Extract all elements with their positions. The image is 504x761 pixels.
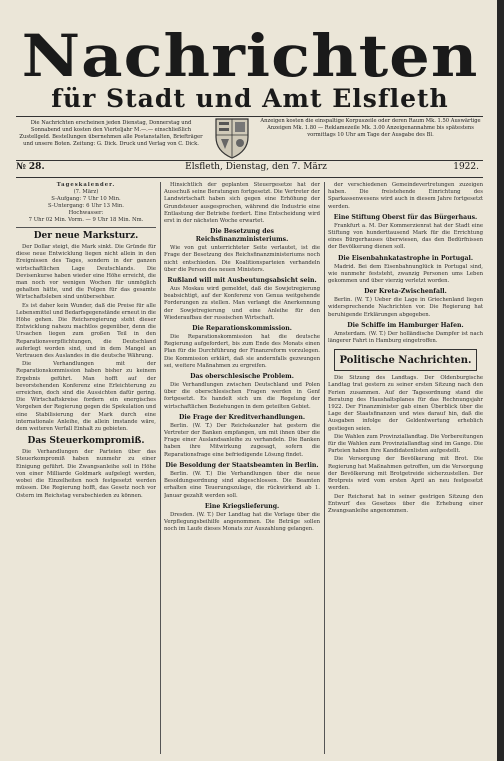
masthead-subtitle: für Stadt und Amt Elsfleth (51, 84, 449, 113)
high-water-times: 7 Uhr 02 Min. Vorm. — 9 Uhr 18 Min. Nm. (28, 217, 144, 223)
article-paragraph: Der Dollar steigt, die Mark sinkt. Die Gründe für diese neue Entwicklung liegen nicht allein in den Ereignissen des Tages, sondern in der ganzen wirtschaftlichen Lage Deutschlands. Die Devisenkurse haben wieder eine Höhe erreicht, die man noch vor wenigen Wochen für unmöglich gehalten hätte, und die Folgen für das gesamte Wirtschaftsleben sind unübersehbar. (16, 244, 156, 301)
article-paragraph: Aus Moskau wird gemeldet, daß die Sowjetregierung beabsichtigt, auf der Konferenz von Genua weitgehende Forderungen zu stellen. Man verlangt die Anerkennung der Sowjetregierung und eine Anleihe für den Wiederaufbau der russischen Wirtschaft. (164, 286, 320, 321)
column-1 (16, 182, 156, 757)
article-paragraph: der verschiedenen Gemeindevertretungen zuzeigen haben. Die freistehende Einrichtung des Sparkassenwesens wird auch in diesem Jahre fortgesetzt werden. (328, 182, 483, 210)
article-paragraph: Die Verhandlungen zwischen Deutschland und Polen über die oberschlesischen Fragen werden in Genf fortgesetzt. Es handelt sich um die Regelung der wirtschaftlichen Beziehungen in dem geteilten Gebiet. (164, 382, 320, 410)
article-headline: Der neue Marksturz. (33, 231, 139, 241)
issue-rule-top (16, 160, 483, 161)
scan-edge (497, 0, 504, 761)
article-headline: Eine Kriegslieferung. (204, 502, 280, 510)
article-paragraph: Dresden. (W. T.) Der Landtag hat die Vorlage über die Verpflegungsbeihilfe angenommen. Die Beträge sollen noch im Laufe dieses Monats zur Auszahlung gelangen. (164, 511, 320, 533)
article-paragraph: Amsterdam. (W. T.) Der holländische Dampfer ist nach längerer Fahrt in Hamburg eingetroffen. (328, 330, 483, 345)
article-paragraph: Hinsichtlich der geplanten Steuergesetze hat der Ausschuß seine Beratungen fortgesetzt. Die Vertreter der Landwirtschaft haben sich gegen eine Erhöhung der Grundsteuer ausgesprochen, während die Industrie eine Entlastung der Betriebe fordert. Eine Entscheidung wird erst in der nächsten Woche erwartet. (164, 182, 320, 225)
article-paragraph: Die Verhandlungen der Parteien über das Steuerkompromiß haben nunmehr zu einer Einigung geführt. Die Zwangsanleihe soll in Höhe von einer Milliarde Goldmark aufgelegt werden, wobei die Einzelheiten noch festgesetzt werden müssen. Die Regierung hofft, das Gesetz noch vor Ostern im Reichstag verabschieden zu können. (16, 449, 156, 499)
article-paragraph: Frankfurt a. M. Der Kommerzienrat hat der Stadt eine Stiftung von hunderttausend Mark für die Errichtung eines Bürgerhauses überwiesen, das den Bedürfnissen der Bevölkerung dienen soll. (328, 222, 483, 251)
article-headline: Das oberschlesische Problem. (190, 373, 294, 381)
masthead-title: Nachrichten (21, 22, 479, 91)
subscription-info: Die Nachrichten erscheinen jeden Dienstag, Donnerstag und Sonnabend und kosten den Vierteljahr M.—.— einschließlich Zustellgeld. Bestellungen übernehmen alle Postanstalten, Briefträger und unsere Boten. Zeitung: G. Dick. Druck und Verlag von C. Dick. (19, 120, 203, 147)
day-calendar (16, 182, 156, 228)
article-headline: Eine Stiftung Oberst für das Bürgerhaus. (333, 213, 478, 221)
section-box (334, 349, 477, 371)
article-headline: Die Schiffe im Hamburger Hafen. (347, 321, 464, 329)
article-paragraph: Die Wahlen zum Provinziallandtag. Die Vorbereitungen für die Wahlen zum Provinziallandtag sind im Gange. Die Parteien haben ihre Kandidatenlisten aufgestellt. (328, 433, 483, 455)
article-headline: Die Besoldung der Staatsbeamten in Berlin. (165, 461, 319, 469)
article-paragraph: Es ist daher kein Wunder, daß die Preise für alle Lebensmittel und Bedarfsgegenstände erneut in die Höhe gehen. Die Reichsregierung steht dieser Entwicklung nahezu machtlos gegenüber, denn die Ursachen liegen zum großen Teil in den Reparationsverpflichtungen, die Deutschland auferlegt worden sind, und in dem Mangel an Vertrauen des Auslandes in die deutsche Währung. (16, 302, 156, 360)
column-divider (160, 182, 161, 754)
article-headline: Die Reparationskommission. (192, 325, 292, 333)
article-paragraph: Wie von gut unterrichteter Seite verlautet, ist die Frage der Besetzung des Reichsfinanzministeriums noch nicht entschieden. Die Koalitionsparteien verhandeln über die Person des neuen Ministers. (164, 245, 320, 273)
article-headline: Die Frage der Kreditverhandlungen. (179, 413, 305, 421)
issue-date: Elsfleth, Dienstag, den 7. März (185, 162, 327, 172)
article-paragraph: Die Verhandlungen mit der Reparationskommission haben bisher zu keinem Ergebnis geführt. Man hofft auf der bevorstehenden Konferenz eine Erleichterung zu erreichen, doch sind die Aussichten dafür gering. Die Wirtschaftskreise fordern ein energisches Vorgehen der Regierung gegen die Spekulation und eine Stabilisierung der Mark durch eine internationale Anleihe, die allein imstande wäre, dem weiteren Verfall Einhalt zu gebieten. (16, 361, 156, 433)
calendar-date: (7. März) (73, 189, 99, 195)
article-paragraph: Die Reparationskommission hat die deutsche Regierung aufgefordert, bis zum Ende des Monats einen Plan für die Durchführung der Finanzreform vorzulegen. Die Kommission erklärt, daß sie andernfalls gezwungen sei, weitere Maßnahmen zu ergreifen. (164, 334, 320, 369)
article-headline: Die Eisenbahnkatastrophe in Portugal. (337, 254, 473, 262)
advertising-rates-info: Anzeigen kosten die einspaltige Korpuszeile oder deren Raum Mk. 1.50 Auswärtige Anzeigen Mk. 1.80 — Reklamezeile Mk. 3.00 Anzeigenannahme bis spätestens vormittags 10 Uhr am Tage der Ausgabe des Bl. (260, 118, 481, 138)
issue-number: № 28. (16, 162, 45, 172)
article-headline: Der Kreta-Zwischenfall. (364, 288, 447, 296)
article-paragraph: Die Sitzung des Landtags. Der Oldenburgische Landtag trat gestern zu seiner ersten Sitzung nach den Ferien zusammen. Auf der Tagesordnung stand die Beratung des Haushaltsplanes für das Rechnungsjahr 1922. Der Finanzminister gab einen Überblick über die Lage der Staatsfinanzen und wies darauf hin, daß die Ausgaben infolge der Geldentwertung erheblich gestiegen seien. (328, 375, 483, 432)
high-water-label: Hochwasser: (68, 210, 104, 216)
column-divider (324, 182, 325, 754)
issue-rule-bottom (16, 177, 483, 178)
sunrise-line: S-Aufgang: 7 Uhr 10 Min. (51, 196, 121, 202)
article-paragraph: Berlin. (W. T.) Ueber die Lage in Griechenland liegen widersprechende Nachrichten vor. Die Regierung hat beruhigende Erklärungen abgegeben. (328, 297, 483, 318)
section-headline: Politische Nachrichten. (339, 355, 472, 367)
article-headline: Rußland will mit Ausbeutungsabsicht sein. (167, 277, 317, 285)
article-headline: Die Besetzung des Reichsfinanzministeriums. (195, 228, 289, 244)
article-paragraph: Die Versorgung der Bevölkerung mit Brot. Die Regierung hat Maßnahmen getroffen, um die Versorgung der Bevölkerung mit Brotgetreide sicherzustellen. Der Brotpreis wird vom ersten April an neu festgesetzt werden. (328, 456, 483, 492)
column-3 (328, 182, 483, 757)
article-paragraph: Madrid. Bei dem Eisenbahnunglück in Portugal sind, wie nunmehr feststeht, zwanzig Personen ums Leben gekommen und über vierzig verletzt worden. (328, 263, 483, 285)
sunset-line: S-Untergang: 6 Uhr 13 Min. (48, 203, 124, 209)
issue-year: 1922. (453, 162, 479, 172)
coat-of-arms-icon (213, 115, 251, 159)
article-headline: Das Steuerkompromiß. (27, 436, 145, 447)
column-2 (164, 182, 320, 757)
article-paragraph: Der Reichsrat hat in seiner gestrigen Sitzung den Entwurf des Gesetzes über die Erhebung einer Zwangsanleihe angenommen. (328, 493, 483, 514)
issue-bar (16, 162, 483, 176)
article-paragraph: Berlin. (W. T.) Der Reichskanzler hat gestern die Vertreter der Banken empfangen, um mit ihnen über die Frage einer Auslandsanleihe zu verhandeln. Die Banken haben ihre Mitwirkung zugesagt, sofern die Reparationsfrage eine befriedigende Lösung findet. (164, 422, 320, 458)
article-paragraph: Berlin. (W. T.) Die Verhandlungen über die neue Besoldungsordnung sind abgeschlossen. Die Beamten erhalten eine Teuerungszulage, die rückwirkend ab 1. Januar gezahlt werden soll. (164, 470, 320, 499)
calendar-title: Tageskalender. (56, 182, 116, 188)
